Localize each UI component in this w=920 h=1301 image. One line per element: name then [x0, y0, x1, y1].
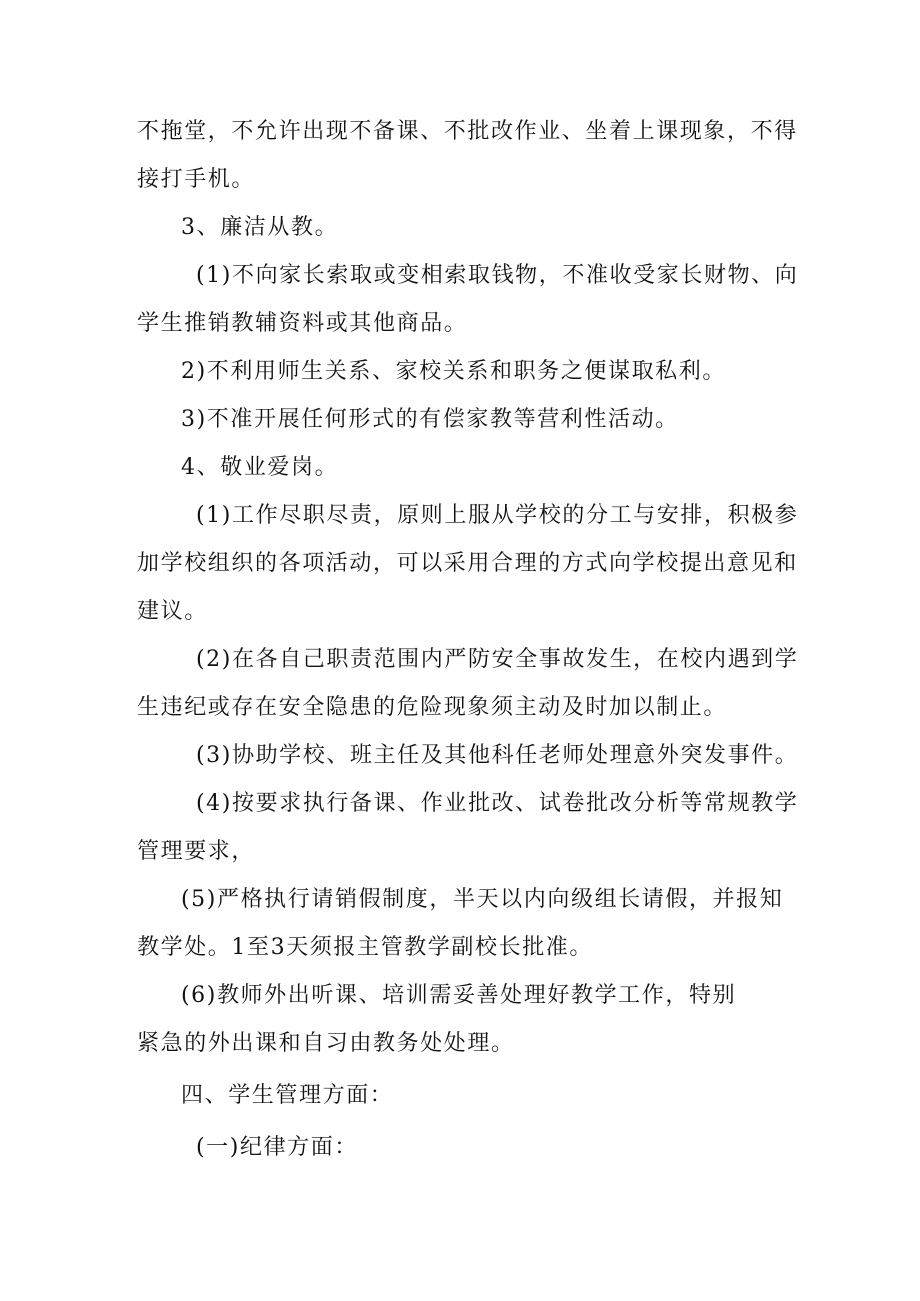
text-line: 生违纪或存在安全隐患的危险现象须主动及时加以制止。: [137, 695, 728, 720]
section-heading: 3、廉洁从教。: [181, 215, 339, 240]
text-line: 接打手机。: [137, 167, 256, 192]
text-line: 不拖堂，不允许出现不备课、不批改作业、坐着上课现象，不得: [137, 119, 798, 144]
text-line: (4)按要求执行备课、作业批改、试卷批改分析等常规教学: [196, 791, 799, 816]
text-line: (2)在各自己职责范围内严防安全事故发生，在校内遇到学: [196, 647, 799, 672]
text-line: (3)协助学校、班主任及其他科任老师处理意外突发事件。: [196, 743, 799, 768]
text-line: 建议。: [137, 599, 208, 624]
text-line: 管理要求，: [137, 839, 256, 864]
text-line: 3)不准开展任何形式的有偿家教等营利性活动。: [181, 407, 679, 432]
text-line: (6)教师外出听课、培训需妥善处理好教学工作，特别: [181, 983, 737, 1008]
text-line: 紧急的外出课和自习由教务处处理。: [137, 1031, 515, 1056]
text-line: 加学校组织的各项活动，可以采用合理的方式向学校提出意见和: [137, 551, 798, 576]
section-heading: 4、敬业爱岗。: [181, 455, 339, 480]
text-line: (5)严格执行请销假制度，半天以内向级组长请假，并报知: [181, 887, 784, 912]
section-heading: 四、学生管理方面：: [181, 1083, 394, 1108]
text-line: (1)不向家长索取或变相索取钱物，不准收受家长财物、向: [196, 263, 799, 288]
text-line: 教学处。1至3天须报主管教学副校长批准。: [137, 935, 593, 960]
text-line: (1)工作尽职尽责，原则上服从学校的分工与安排，积极参: [196, 503, 799, 528]
text-line: 2)不利用师生关系、家校关系和职务之便谋取私利。: [181, 359, 726, 384]
subsection-heading: (一)纪律方面：: [196, 1135, 358, 1160]
text-line: 学生推销教辅资料或其他商品。: [137, 311, 468, 336]
